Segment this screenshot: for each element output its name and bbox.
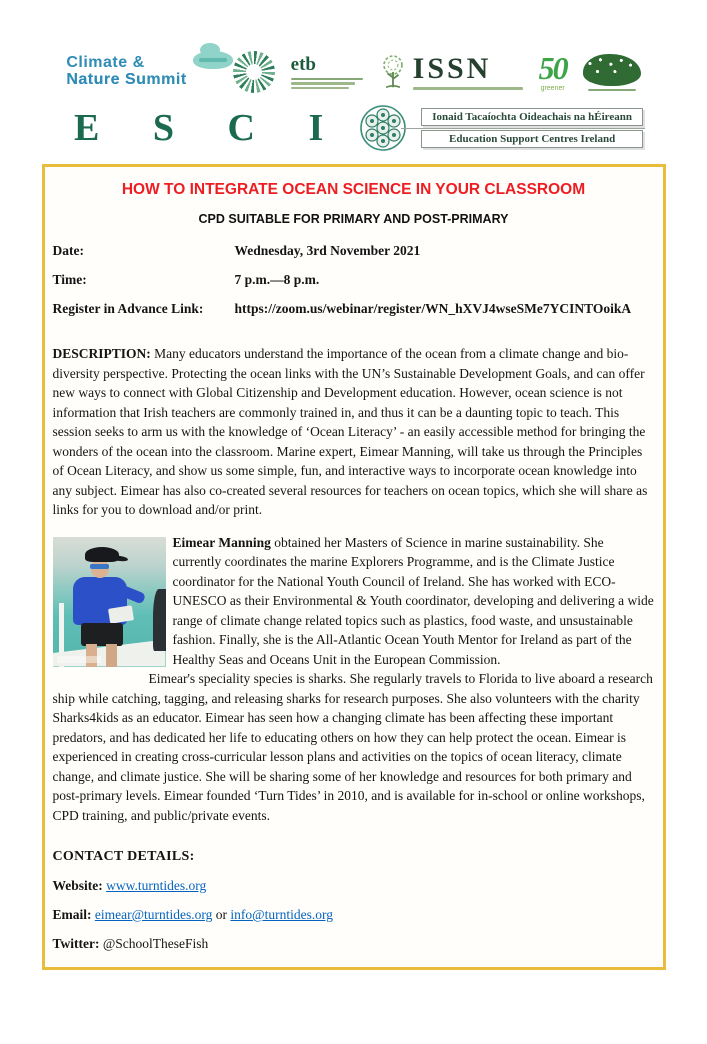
fifty-sub-label: greener [540, 85, 565, 92]
bio-paragraph-1-text: obtained her Masters of Science in marine sustainability. She currently coordinates the marine Explorers Programme, and is the Climate Justice coordinator for the National Youth Council of Ireland. She has worked with ECO-UNESCO as their Environmental & Youth coordinator, developing and delivering a wide range of climate change related topics such as plastics, food waste, and unsustainable fashion. Finally, she is the All-Atlantic Ocean Youth Mentor for Ireland as part of the Healthy Seas and Oceans Unit in the European Commission. [172, 534, 654, 667]
header-logo-strip [0, 44, 707, 100]
esci-name-boxes [421, 108, 643, 148]
forest-smallprint-line [588, 89, 636, 91]
fifty-years-greener-logo [539, 52, 567, 92]
detail-row-register-link [53, 301, 655, 317]
email-link-info[interactable]: info@turntides.org [230, 907, 333, 922]
flyer-title: HOW TO INTEGRATE OCEAN SCIENCE IN YOUR CLASSROOM [121, 181, 586, 198]
detail-row-time [53, 272, 655, 288]
leg [106, 644, 117, 667]
fifty-label: 50 [538, 50, 567, 86]
website-label: Website: [52, 878, 103, 893]
esci-acronym: E S C I [74, 107, 346, 149]
event-details [53, 243, 655, 317]
email-label: Email: [52, 907, 92, 922]
forest-icon [583, 54, 641, 86]
swirl-logo [233, 51, 275, 93]
esci-irish-name: Ionaid Tacaíochta Oideachais na hÉireann [421, 108, 643, 126]
contact-row-website [53, 878, 655, 894]
photo-watermark [57, 656, 101, 663]
flyer-content-box [42, 164, 666, 970]
black-shorts [81, 623, 123, 646]
climate-nature-summit-label: Climate & [66, 54, 145, 72]
twitter-label: Twitter: [52, 936, 100, 951]
description-label: DESCRIPTION: [52, 346, 151, 361]
date-label: Date: [52, 243, 84, 258]
second-person-silhouette [153, 589, 166, 651]
contact-row-email [53, 907, 655, 923]
etb-logo [291, 55, 363, 90]
description-text: Many educators understand the importance of the ocean from a climate change and bio-diversity perspective. Protecting the ocean links with the UN’s Sustainable Development Goals, and can offer new ways to connect with Global Citizenship and Development education. However, ocean science is not information that Irish teachers are commonly trained in, and thus it can be a daunting topic to teach. This session seeks to arm us with the knowledge of ‘Ocean Literacy’ - an easily accessible method for bringing the wonders of the ocean into the classroom. Marine expert, Eimear Manning, will take us through the Principles of Ocean Literacy, and show us some simple, fun, and interactive ways to incorporate ocean knowledge into any subject. Eimear has also co-created several resources for teachers on ocean topics, which she will share as links for you to download and/or print. [52, 346, 648, 517]
issn-logo [379, 54, 523, 90]
esci-circle-logo [359, 104, 407, 152]
contact-details-heading: CONTACT DETAILS: [52, 849, 195, 864]
flyer-subtitle: CPD SUITABLE FOR PRIMARY AND POST-PRIMARY [198, 212, 509, 226]
date-value: Wednesday, 3rd November 2021 [234, 243, 421, 258]
register-link-label: Register in Advance Link: [52, 301, 204, 316]
black-cap [85, 547, 119, 562]
website-link[interactable]: www.turntides.org [106, 878, 207, 893]
speaker-bio-section [53, 533, 655, 826]
contact-row-twitter [53, 936, 655, 952]
time-value: 7 p.m.—8 p.m. [234, 272, 320, 287]
cloud-icon [193, 51, 233, 69]
description-paragraph [53, 344, 655, 520]
eimear-photo [53, 537, 166, 667]
held-object [107, 605, 133, 624]
contact-details-section [53, 849, 655, 952]
twitter-handle: @SchoolTheseFish [102, 936, 209, 951]
tree-icon [379, 54, 407, 90]
register-zoom-url[interactable]: https://zoom.us/webinar/register/WN_hXVJ4wseSMe7YCINTOoikA [234, 301, 632, 316]
issn-label: ISSN [412, 52, 492, 86]
esci-english-name: Education Support Centres Ireland [421, 130, 643, 148]
speaker-name: Eimear Manning [172, 534, 271, 550]
sunglasses [90, 564, 109, 569]
issn-smallprint-line [413, 87, 523, 90]
esci-logo-row [0, 104, 707, 152]
green-organisation-logo [583, 54, 641, 91]
bio-paragraph-2: Eimear's speciality species is sharks. She regularly travels to Florida to live aboard a research ship while catching, tagging, and releasing sharks for research purposes. She also volunteers with the charity Sharks4kids as an educator. Eimear has seen how a changing climate has been affecting these important predators, and has dedicated her life to educating others on how they can help protect the ocean. Eimear is experienced in creating cross-curricular lesson plans and activities on the topics of ocean literacy, climate change, and climate justice. She will be sharing some of her knowledge and resources for both primary and post-primary levels. Eimear founded ‘Turn Tides’ in 2010, and is available for in-school or online workshops, CPD training, and public/private events. [52, 671, 653, 823]
etb-label: etb [290, 53, 316, 75]
detail-row-date [53, 243, 655, 259]
climate-nature-summit-logo: Climate & Nature Summit [66, 55, 186, 89]
time-label: Time: [52, 272, 87, 287]
email-link-eimear[interactable]: eimear@turntides.org [94, 907, 213, 922]
etb-smallprint-lines [291, 76, 363, 90]
email-conjunction: or [215, 907, 228, 922]
